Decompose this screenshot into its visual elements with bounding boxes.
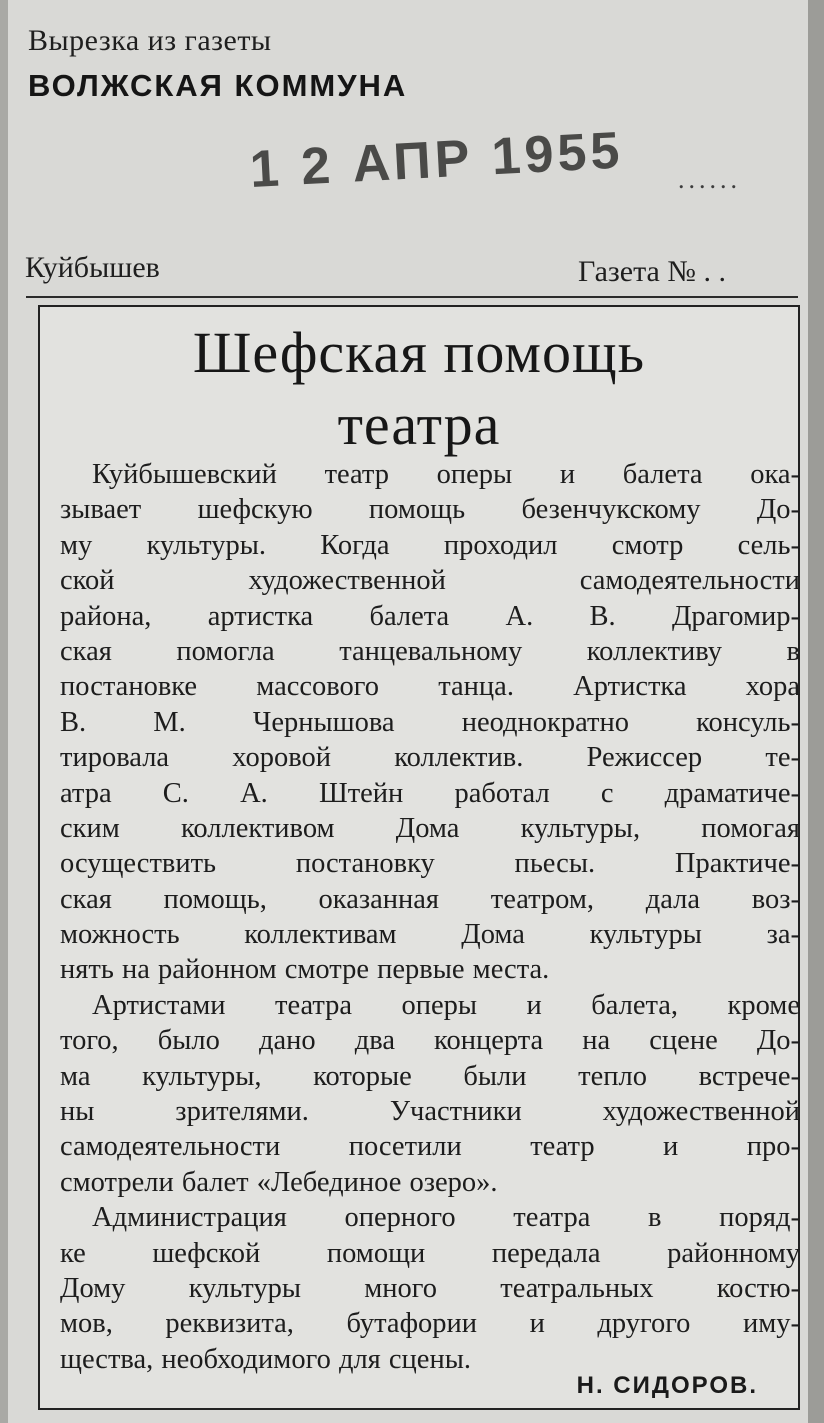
article-line: нять на районном смотре первые места. — [60, 954, 550, 986]
article-line: можность коллективам Дома культуры за- — [60, 919, 800, 951]
article-line: атра С. А. Штейн работал с драматиче- — [60, 777, 800, 809]
newspaper-name: ВОЛЖСКАЯ КОММУНА — [28, 68, 408, 103]
article-line: тировала хоровой коллектив. Режиссер те- — [60, 742, 800, 774]
article-title — [40, 317, 798, 461]
article-line: ской художественной самодеятельности — [60, 565, 800, 597]
header-divider — [26, 296, 798, 298]
article-line: ская помогла танцевальному коллективу в — [60, 635, 800, 667]
date-stamp: 1 2 АПР 1955 — [248, 121, 625, 199]
stamp-dots: ...... — [678, 165, 741, 194]
article-title-line-2: театра — [337, 392, 501, 457]
article-line: постановке массового танца. Артистка хора — [60, 671, 800, 703]
article-line: смотрели балет «Лебединое озеро». — [60, 1166, 498, 1198]
article-line: ская помощь, оказанная театром, дала воз- — [60, 883, 800, 915]
article-line: самодеятельности посетили театр и про- — [60, 1131, 800, 1163]
article-line: В. М. Чернышова неоднократно консуль- — [60, 706, 800, 738]
author-signature: Н. СИДОРОВ. — [576, 1372, 758, 1399]
article-line: осуществить постановку пьесы. Практиче- — [60, 848, 800, 880]
article-line: Артистами театра оперы и балета, кроме — [92, 989, 800, 1021]
article-line: ны зрителями. Участники художественной — [60, 1096, 800, 1128]
article-line: Администрация оперного театра в поряд- — [92, 1202, 800, 1234]
article-line: Дому культуры много театральных костю- — [60, 1272, 800, 1304]
clipping-source-label: Вырезка из газеты — [28, 24, 272, 57]
article-line: мов, реквизита, бутафории и другого иму- — [60, 1308, 800, 1340]
article-line: района, артистка балета А. В. Драгомир- — [60, 600, 800, 632]
newspaper-number-label: Газета № . . — [578, 255, 726, 288]
article-line: Куйбышевский театр оперы и балета ока- — [92, 459, 800, 490]
article-line: того, было дано два концерта на сцене До- — [60, 1025, 800, 1057]
article-line: ке шефской помощи передала районному — [60, 1237, 800, 1269]
article-body — [60, 457, 800, 1377]
city-label: Куйбышев — [25, 251, 160, 284]
article-line: щества, необходимого для сцены. — [60, 1343, 471, 1375]
article-line: ским коллективом Дома культуры, помогая — [60, 812, 800, 844]
scan-edge — [808, 0, 824, 1423]
article-line: му культуры. Когда проходил смотр сель- — [60, 529, 800, 561]
article-line: ма культуры, которые были тепло встрече- — [60, 1060, 800, 1092]
article-line: зывает шефскую помощь безенчукскому До- — [60, 494, 800, 526]
article-title-line-1: Шефская помощь — [192, 320, 646, 385]
article-clipping — [38, 305, 800, 1410]
